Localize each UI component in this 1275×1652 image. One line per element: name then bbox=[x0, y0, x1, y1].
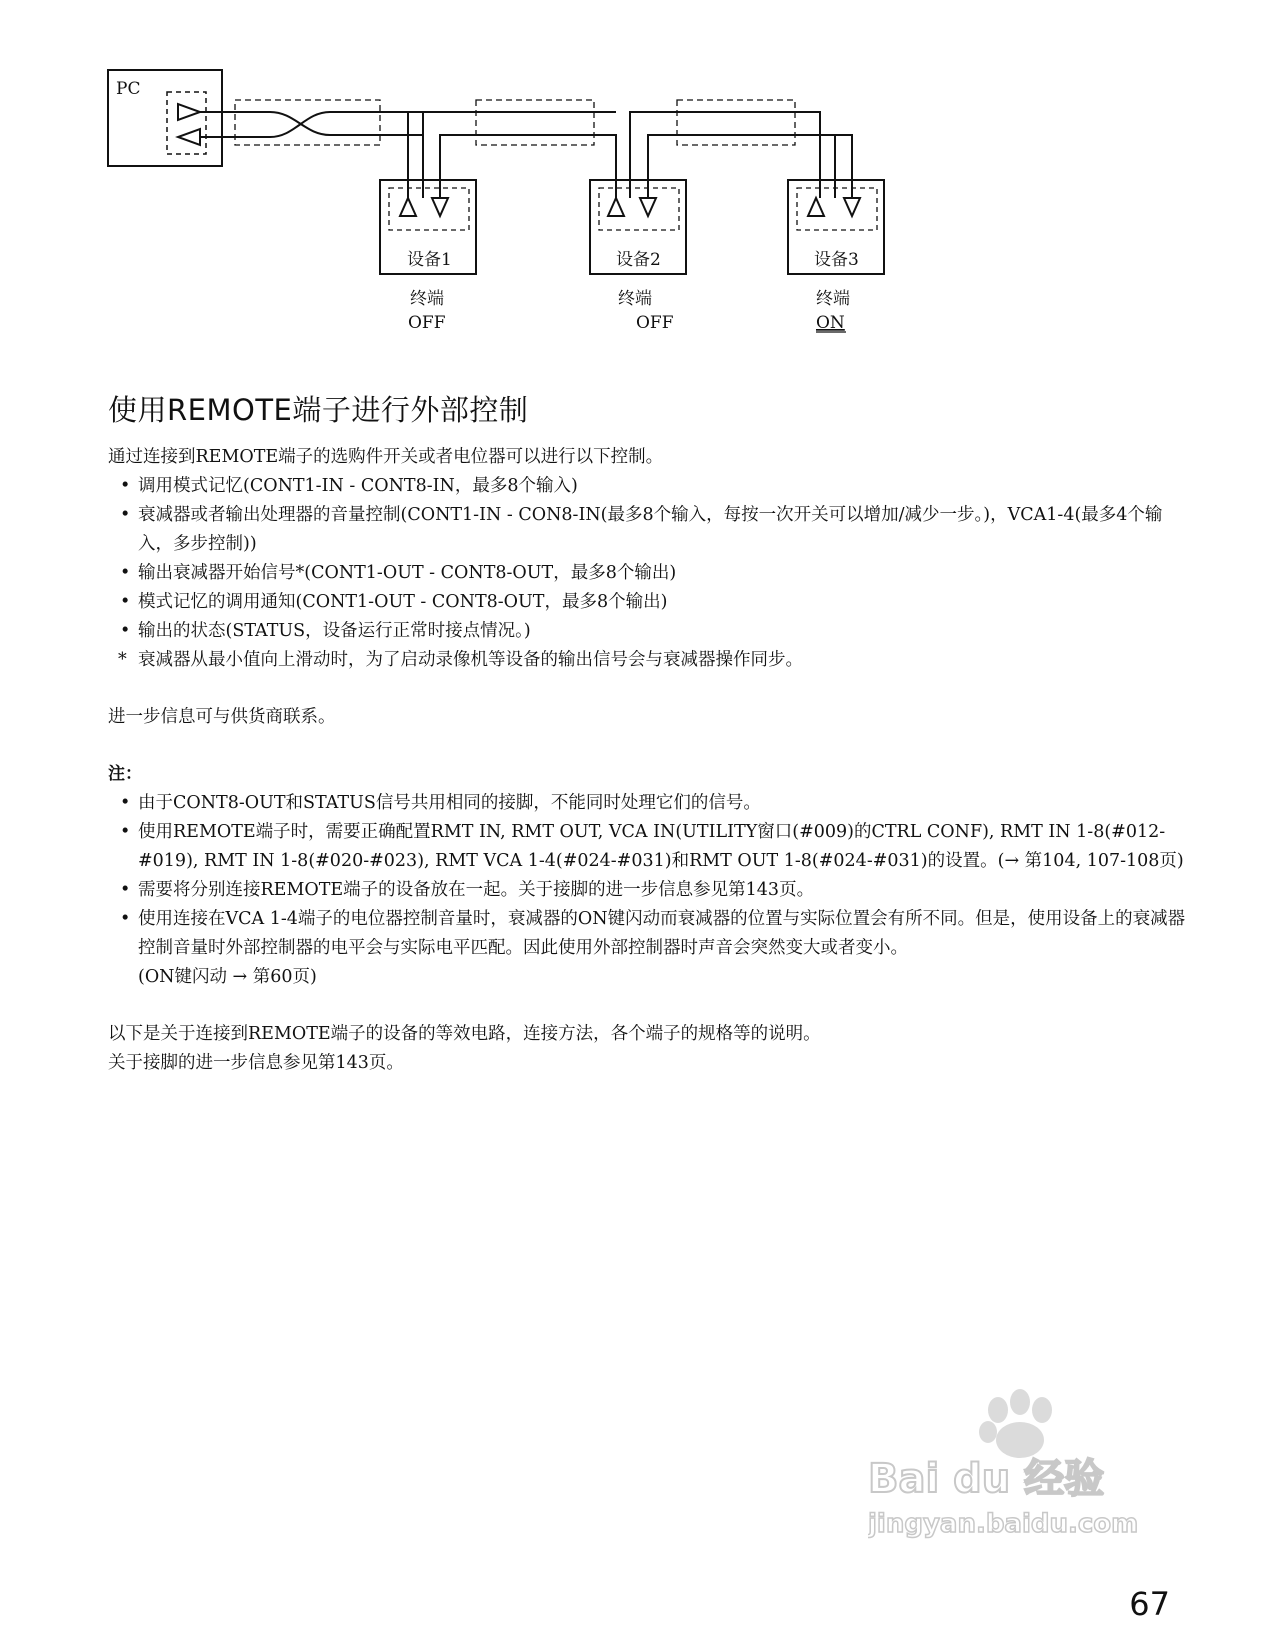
list-item: • 使用REMOTE端子时，需要正确配置RMT IN, RMT OUT, VCA IN(UTILITY窗口(#009)的CTRL CONF), RMT IN 1-8(#012-#019), RMT IN 1-8(#020-#023), RMT VCA 1-4(#024-#031)和RMT OUT 1-8(#024-#031)的设置。(→ 第104, 107-108页) bbox=[108, 818, 1188, 876]
list-item: • 由于CONT8-OUT和STATUS信号共用相同的接脚，不能同时处理它们的信号。 bbox=[108, 789, 1188, 818]
device-2-term-state: OFF bbox=[636, 313, 674, 333]
section-title: 使用REMOTE端子进行外部控制 bbox=[108, 393, 529, 427]
device-2-term-label: 终端 bbox=[618, 289, 652, 309]
device-1-term-label: 终端 bbox=[410, 289, 444, 309]
list-item: • 衰减器或者输出处理器的音量控制(CONT1-IN - CON8-IN(最多8个输入，每按一次开关可以增加/减少一步。)，VCA1-4(最多4个输入，多步控制)) bbox=[108, 501, 1188, 559]
intro-text: 通过连接到REMOTE端子的选购件开关或者电位器可以进行以下控制。 bbox=[108, 447, 664, 467]
device-3-term-label: 终端 bbox=[816, 289, 850, 309]
list-item: • 输出的状态(STATUS，设备运行正常时接点情况。) bbox=[108, 617, 1188, 646]
device-1-name: 设备1 bbox=[407, 250, 452, 270]
list-item: • 调用模式记忆(CONT1-IN - CONT8-IN，最多8个输入) bbox=[108, 472, 1188, 501]
closing-text-2: 关于接脚的进一步信息参见第143页。 bbox=[108, 1053, 404, 1073]
device-2-name: 设备2 bbox=[616, 250, 661, 270]
note-reference: (ON键闪动 → 第60页) bbox=[138, 967, 317, 987]
baidu-watermark bbox=[868, 1380, 1158, 1550]
device-3-name: 设备3 bbox=[814, 250, 859, 270]
cable-3 bbox=[677, 100, 795, 145]
pc-tx-arrow bbox=[178, 104, 200, 120]
note-title: 注： bbox=[108, 764, 142, 784]
cable-2 bbox=[476, 100, 594, 145]
page-number: 67 bbox=[1129, 1585, 1170, 1623]
watermark-brand: Bai du 经验 bbox=[868, 1456, 1105, 1502]
notes-list bbox=[108, 789, 1188, 992]
pc-label: PC bbox=[116, 79, 141, 99]
pc-rx-arrow bbox=[178, 129, 200, 145]
closing-text-1: 以下是关于连接到REMOTE端子的设备的等效电路，连接方法，各个端子的规格等的说明。 bbox=[108, 1024, 821, 1044]
section-content bbox=[108, 388, 1188, 1078]
contact-text: 进一步信息可与供货商联系。 bbox=[108, 707, 336, 727]
list-item: • 模式记忆的调用通知(CONT1-OUT - CONT8-OUT，最多8个输出) bbox=[108, 588, 1188, 617]
list-item: • 使用连接在VCA 1-4端子的电位器控制音量时，衰减器的ON键闪动而衰减器的位置与实际位置会有所不同。但是，使用设备上的衰减器控制音量时外部控制器的电平会与实际电平匹配。因此使用外部控制器时声音会突然变大或者变小。 bbox=[108, 905, 1188, 963]
device-1-term-state: OFF bbox=[408, 313, 446, 333]
footnote bbox=[108, 646, 1188, 675]
cable-1 bbox=[235, 100, 380, 145]
footnote-mark: * bbox=[118, 650, 127, 670]
footnote-text: 衰减器从最小值向上滑动时，为了启动录像机等设备的输出信号会与衰减器操作同步。 bbox=[138, 650, 803, 670]
feature-list bbox=[108, 472, 1188, 675]
list-item: • 输出衰减器开始信号*(CONT1-OUT - CONT8-OUT，最多8个输出) bbox=[108, 559, 1188, 588]
watermark-url: jingyan.baidu.com bbox=[868, 1509, 1139, 1539]
connection-diagram bbox=[0, 0, 1275, 360]
device-3-term-state: ON bbox=[816, 313, 845, 333]
list-item: • 需要将分别连接REMOTE端子的设备放在一起。关于接脚的进一步信息参见第143页。 bbox=[108, 876, 1188, 905]
